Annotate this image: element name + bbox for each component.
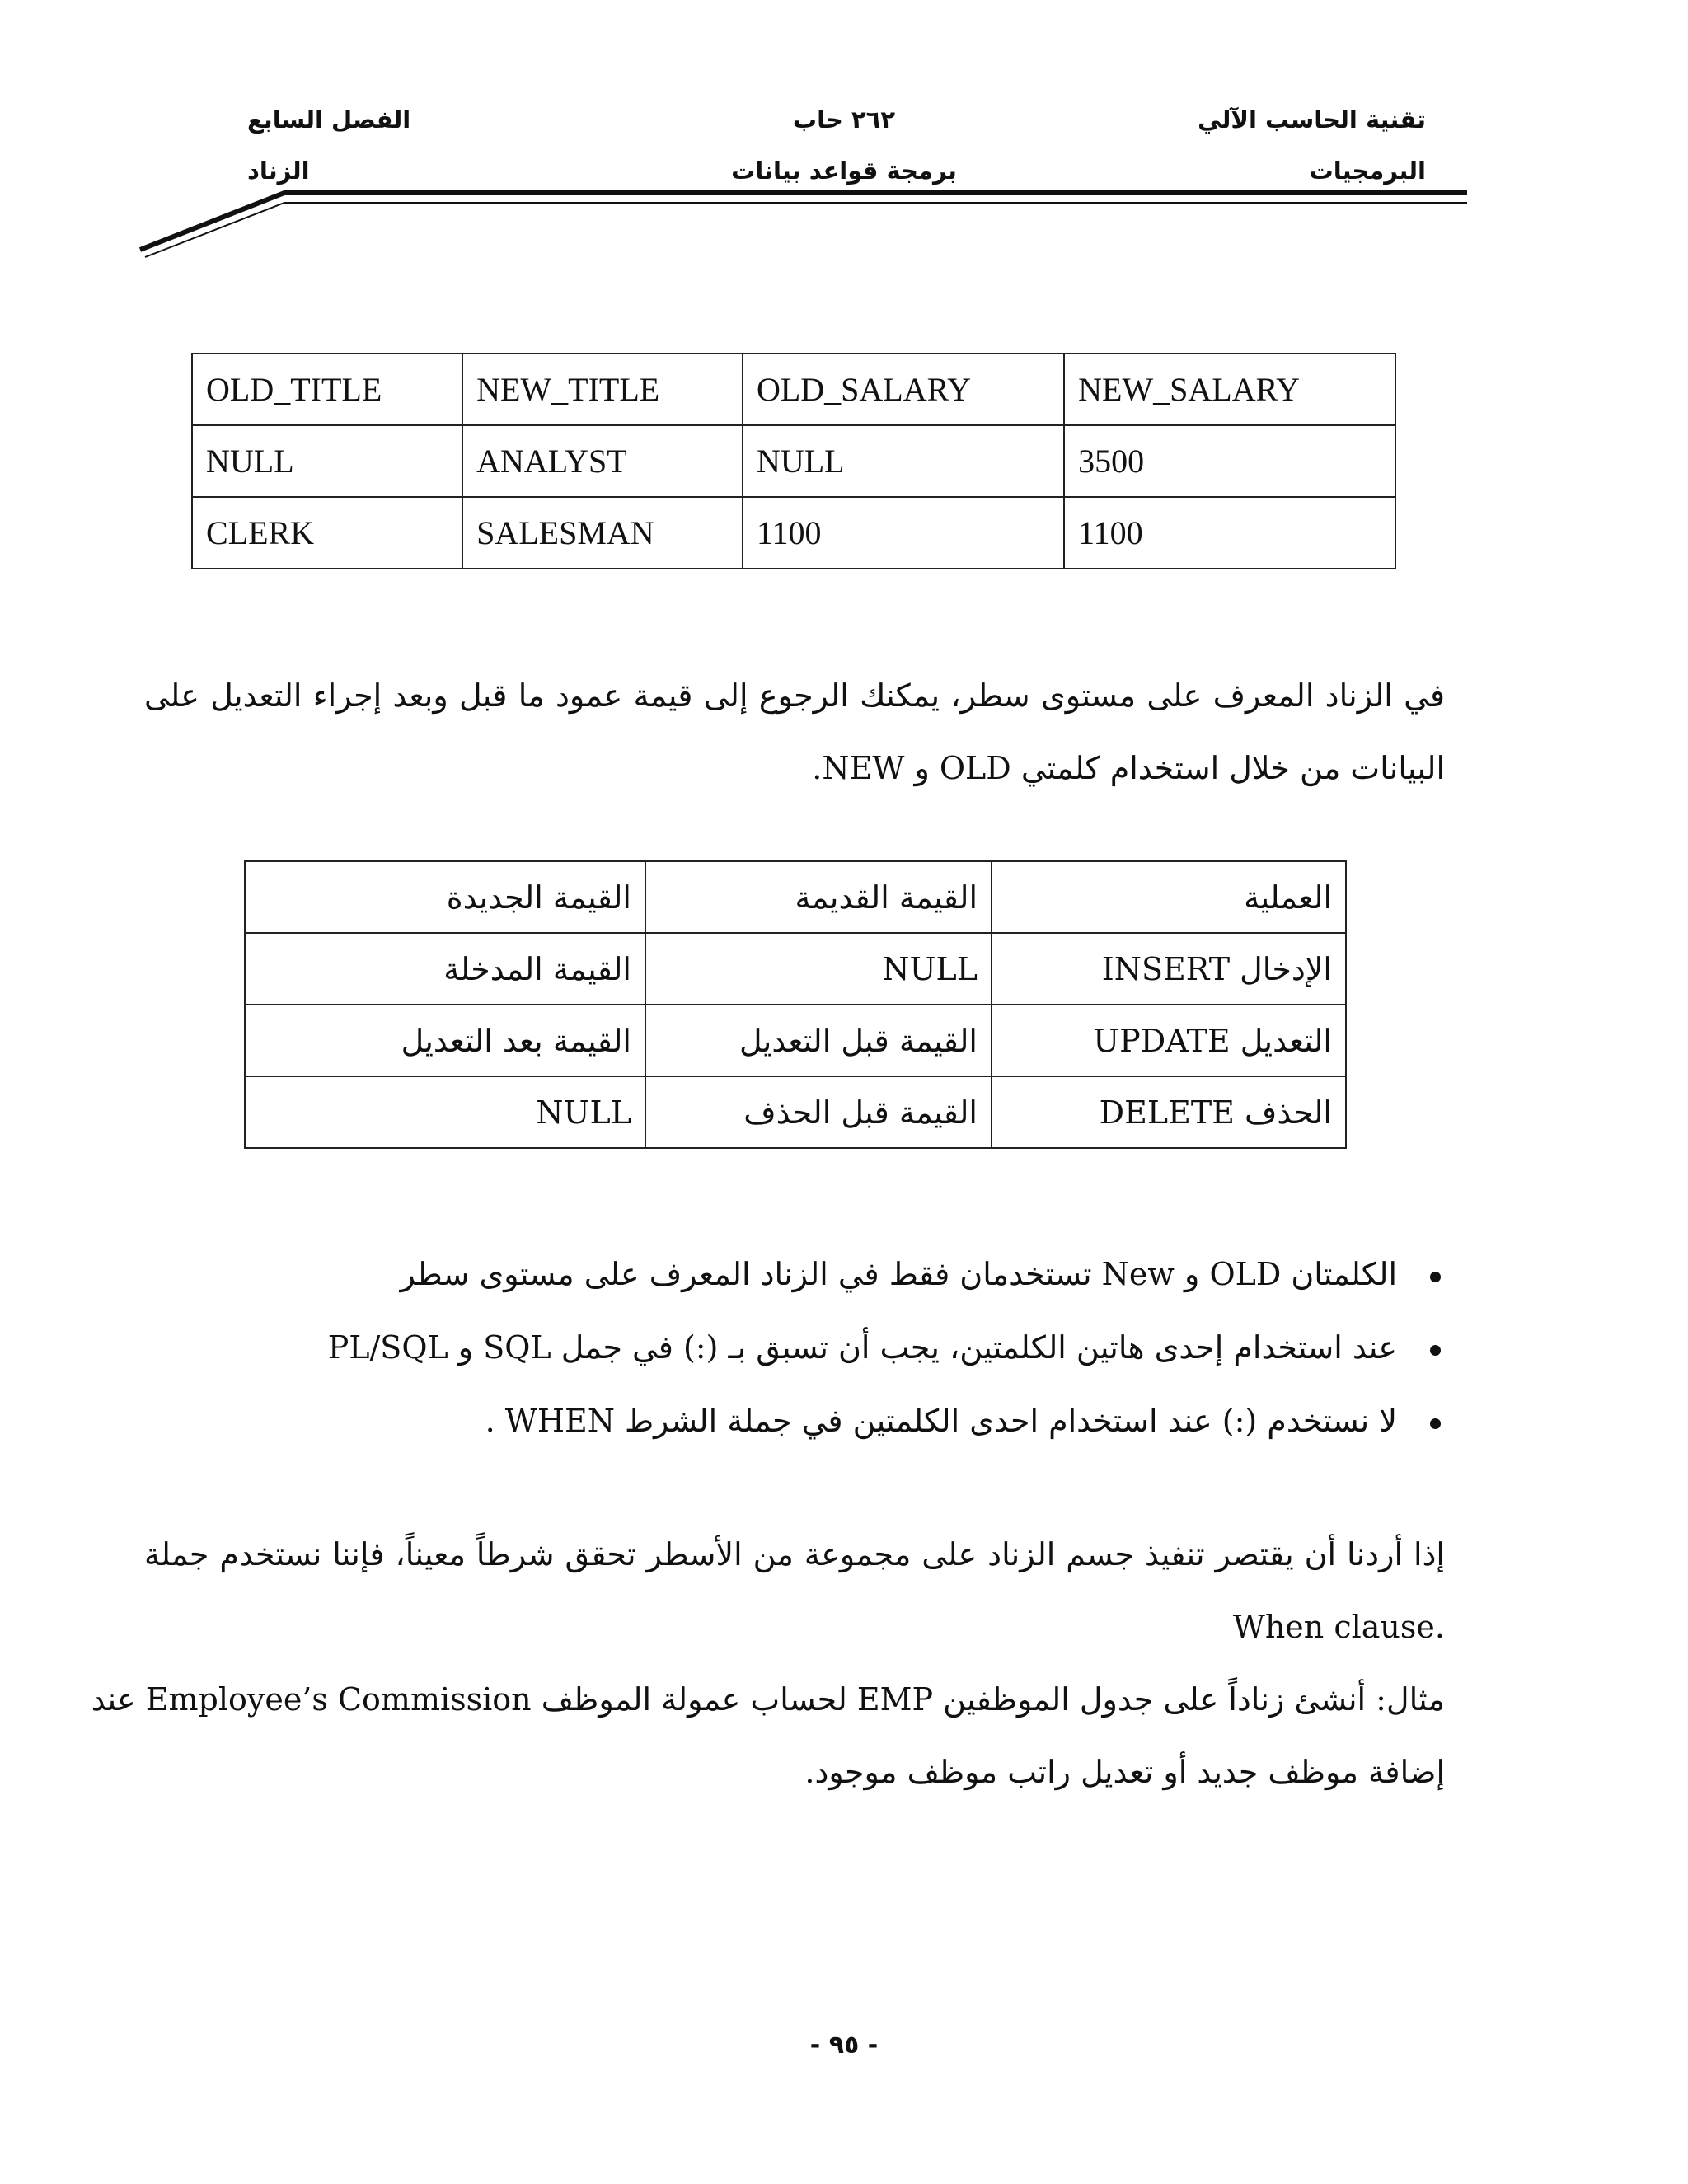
table-cell: 1100 xyxy=(1064,497,1395,569)
paragraph-example xyxy=(91,1663,1445,1808)
table-cell: SALESMAN xyxy=(462,497,743,569)
header-department: البرمجيات xyxy=(1309,157,1426,185)
table-header-cell: NEW_SALARY xyxy=(1064,354,1395,425)
list-item xyxy=(328,1385,1441,1458)
table-cell: القيمة بعد التعديل xyxy=(245,1005,645,1076)
paragraph-when-clause xyxy=(144,1518,1445,1663)
table-header-row xyxy=(245,861,1346,933)
table-header-cell: OLD_SALARY xyxy=(743,354,1064,425)
table-header-cell: القيمة الجديدة xyxy=(245,861,645,933)
table-cell: القيمة المدخلة xyxy=(245,933,645,1005)
table-cell: التعديل UPDATE xyxy=(992,1005,1346,1076)
list-item-text: عند استخدام إحدى هاتين الكلمتين، يجب أن تسبق بـ (:) في جمل SQL و PL/SQL xyxy=(327,1329,1397,1366)
paragraph-old-new-intro xyxy=(144,659,1445,804)
paragraph-line: مثال: أنشئ زناداً على جدول الموظفين EMP لحساب عمولة الموظف Employee’s Commission عند xyxy=(91,1681,1445,1718)
paragraph-line: إذا أردنا أن يقتصر تنفيذ جسم الزناد على مجموعة من الأسطر تحقق شرطاً معيناً، فإننا نستخدم جملة xyxy=(144,1536,1445,1572)
table-row xyxy=(192,425,1395,497)
table-row xyxy=(245,933,1346,1005)
old-new-values-table xyxy=(244,860,1347,1149)
table-cell: القيمة قبل التعديل xyxy=(645,1005,992,1076)
trigger-output-table xyxy=(191,353,1396,569)
table-row xyxy=(245,1005,1346,1076)
notes-list xyxy=(328,1238,1441,1458)
paragraph-line: البيانات من خلال استخدام كلمتي OLD و NEW. xyxy=(812,750,1445,786)
table-cell: NULL xyxy=(645,933,992,1005)
table-header-cell: القيمة القديمة xyxy=(645,861,992,933)
header-chapter-title: الزناد xyxy=(247,157,310,185)
table-cell: ANALYST xyxy=(462,425,743,497)
table-row xyxy=(192,497,1395,569)
table-cell: الإدخال INSERT xyxy=(992,933,1346,1005)
table-header-cell: العملية xyxy=(992,861,1346,933)
table-header-row xyxy=(192,354,1395,425)
table-cell: NULL xyxy=(743,425,1064,497)
paragraph-line: .When clause xyxy=(1232,1609,1445,1645)
header-rule xyxy=(0,0,1688,272)
header-course-code: ٢٦٢ حاب xyxy=(792,105,896,134)
table-cell: الحذف DELETE xyxy=(992,1076,1346,1148)
paragraph-line: في الزناد المعرف على مستوى سطر، يمكنك الرجوع إلى قيمة عمود ما قبل وبعد إجراء التعديل على xyxy=(144,677,1445,714)
bullet-icon xyxy=(1430,1345,1441,1356)
header-book-title: تقنية الحاسب الآلي xyxy=(1198,105,1426,134)
table-cell: 1100 xyxy=(743,497,1064,569)
table-header-cell: NEW_TITLE xyxy=(462,354,743,425)
table-cell: CLERK xyxy=(192,497,462,569)
paragraph-line: إضافة موظف جديد أو تعديل راتب موظف موجود. xyxy=(804,1754,1445,1790)
bullet-icon xyxy=(1430,1418,1441,1429)
table-cell: NULL xyxy=(192,425,462,497)
bullet-icon xyxy=(1430,1272,1441,1282)
list-item xyxy=(328,1311,1441,1385)
list-item-text: لا نستخدم (:) عند استخدام احدى الكلمتين في جملة الشرط WHEN . xyxy=(485,1403,1397,1439)
header-chapter: الفصل السابع xyxy=(247,105,411,134)
list-item-text: الكلمتان OLD و New تستخدمان فقط في الزناد المعرف على مستوى سطر xyxy=(400,1256,1397,1292)
table-row xyxy=(245,1076,1346,1148)
header-course-title: برمجة قواعد بيانات xyxy=(731,157,957,185)
page-number: - ٩٥ - xyxy=(809,2031,879,2060)
table-cell: القيمة قبل الحذف xyxy=(645,1076,992,1148)
table-cell: 3500 xyxy=(1064,425,1395,497)
list-item xyxy=(328,1238,1441,1311)
table-cell: NULL xyxy=(245,1076,645,1148)
table-header-cell: OLD_TITLE xyxy=(192,354,462,425)
